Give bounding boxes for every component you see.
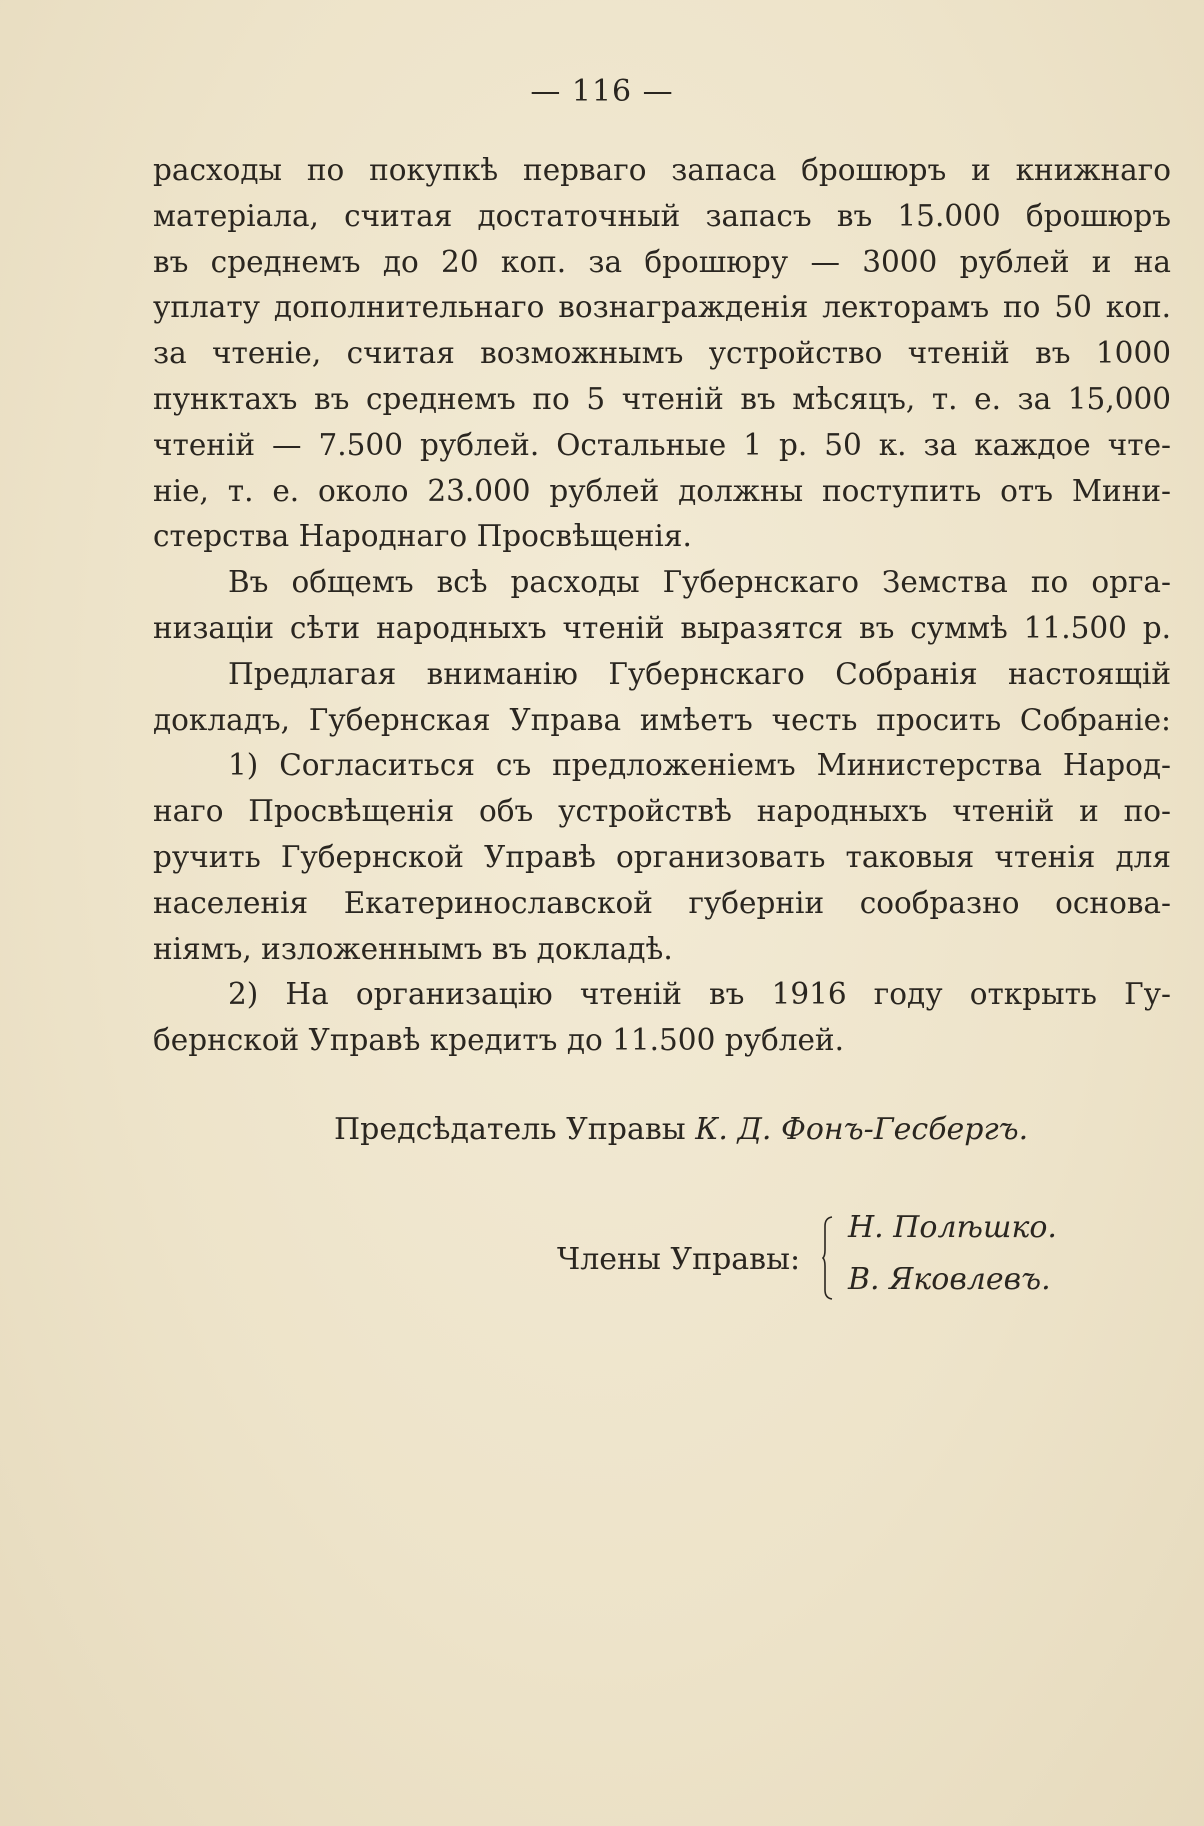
text-line: 2) На организацію чтеній въ 1916 году открыть Гу- — [228, 977, 1171, 1012]
text-line: ручить Губернской Управѣ организовать таковыя чтенія для — [153, 839, 1171, 874]
member-name: Н. Полѣшко. — [848, 1210, 1057, 1245]
text-line: ніямъ, изложеннымъ въ докладѣ. — [153, 931, 673, 966]
text-line: матеріала, считая достаточный запасъ въ 15.000 брошюръ — [153, 198, 1171, 233]
text-line: уплату дополнительнаго вознагражденія лекторамъ по 50 коп. — [153, 290, 1171, 325]
text-line: Предлагая вниманію Губернскаго Собранія настоящій — [228, 656, 1171, 691]
chairman-name: К. Д. Фонъ-Гесбергъ. — [695, 1112, 1029, 1147]
chairman-title: Предсѣдатель Управы — [334, 1112, 686, 1147]
text-line: чтеній — 7.500 рублей. Остальные 1 р. 50 к. за каждое чте- — [153, 427, 1171, 462]
chairman-signature — [334, 1112, 1028, 1147]
text-line: низаціи сѣти народныхъ чтеній выразятся въ суммѣ 11.500 р. — [153, 610, 1171, 645]
text-line: въ среднемъ до 20 коп. за брошюру — 3000 рублей и на — [153, 244, 1171, 279]
text-line: ніе, т. е. около 23.000 рублей должны поступить отъ Мини- — [153, 473, 1171, 508]
member-name: В. Яковлевъ. — [848, 1262, 1051, 1297]
text-line: Въ общемъ всѣ расходы Губернскаго Земства по орга- — [228, 565, 1171, 600]
members-brace — [822, 1216, 834, 1300]
text-line: наго Просвѣщенія объ устройствѣ народныхъ чтеній и по- — [153, 794, 1171, 829]
text-line: 1) Согласиться съ предложеніемъ Министерства Народ- — [228, 748, 1171, 783]
text-line: пунктахъ въ среднемъ по 5 чтеній въ мѣсяцъ, т. е. за 15,000 — [153, 381, 1171, 416]
text-line: за чтеніе, считая возможнымъ устройство чтеній въ 1000 — [153, 336, 1171, 371]
body-text — [153, 148, 1171, 1064]
page-number: — 116 — — [530, 74, 674, 109]
text-line: расходы по покупкѣ перваго запаса брошюръ и книжнаго — [153, 153, 1171, 187]
members-label: Члены Управы: — [557, 1242, 801, 1277]
text-line: бернской Управѣ кредитъ до 11.500 рублей. — [153, 1023, 844, 1058]
text-line: стерства Народнаго Просвѣщенія. — [153, 519, 692, 554]
text-line: докладъ, Губернская Управа имѣетъ честь просить Собраніе: — [153, 702, 1171, 737]
text-line: населенія Екатеринославской губерніи сообразно основа- — [153, 885, 1171, 920]
